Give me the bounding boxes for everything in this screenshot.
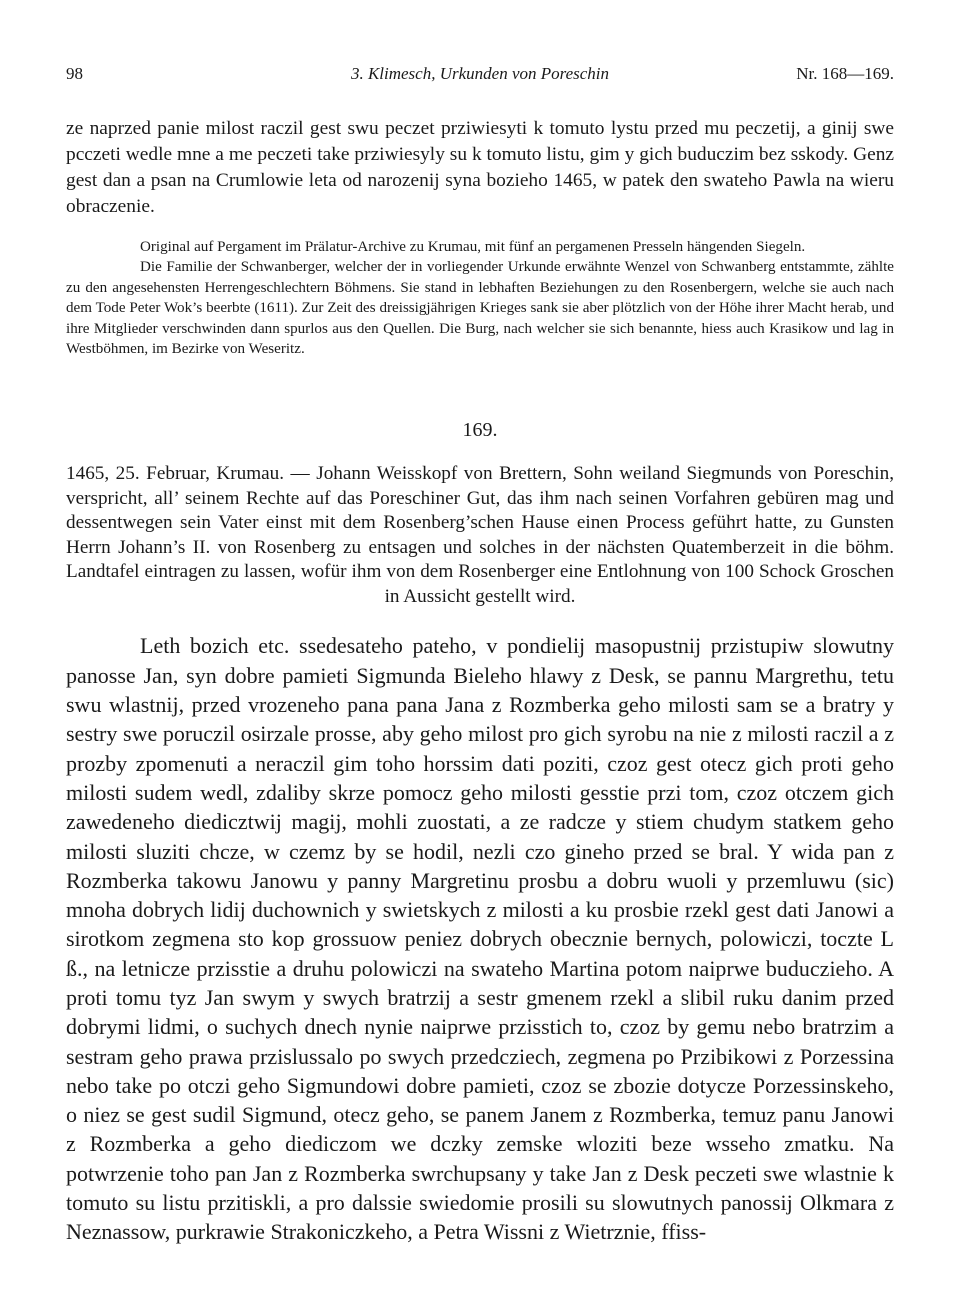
note-paragraph: Original auf Pergament im Prälatur-Archive zu Krumau, mit fünf an pergamenen Presseln hängenden Siegeln. [140,239,806,255]
body-paragraph: Leth bozich etc. ssedesateho pateho, v pondielij masopustnij przistupiw slowutny panosse Jan, syn dobre pamieti Sigmunda Bieleho hlawy z Desk, se pannu Margrethu, tetu swu wlastnij, przed vrozeneho pana pana Jana z Rozmberka geho milosti sam se a bratry y sestry swe poruczil osirzale prosse, aby geho milost pro gich syrobu na nie z milosti raczil a z prozby zpomenuti a neraczil gim toho horssim dati poziti, czoz gest otecz gich proti geho milosti sudem wedl, zdaliby skrze pomocz geho milosti gesstie przi tom, czoz otczem gich zawedeneho diedicztwij magij, mohli zuostati, a ze radcze y stiem chudym statkem geho milosti sluziti chcze, w czemz by se hodil, nezli czo gineho przed se bral. Y wida pan z Rozmberka takowu Janowu y panny Margretinu prosbu a dobru wuoli y przemluwu (sic) mnoha dobrych lidij duchownich y swietskych z milosti a ku prosbie rzekl gest dati Janowi a sirotkom zegmena sto kop grossuow peniez dobrych obecznie bernych, polowiczi, toczte L ß., na letnicze przisstie a druhu polowiczi na swateho Martina potom naiprwe buduczieho. A proti tomu tyz Jan swym y swych bratrzij a sestr gmenem rzekl a slibil ruku danim przed dobrymi lidmi, o suchych dnech nynie naiprwe przisstich to, czoz by gemu nebo bratrzim a sestram geho prawa przislussalo po swych przedcziech, zegmena po Przibikowi z Porzessina nebo take po otczi geho Sigmundowi dobre pamieti, czoz se zbozie dotycze Porzessinskeho, o niez se gest sudil Sigmund, otecz geho, se panem Janem z Rozmberka, temuz panu Janowi z Rozmberka a geho diediczom we dczky zemske wloziti beze wsseho zmatku. Na potwrzenie toho pan Jan z Rozmberka swrchupsany y take Jan z Desk peczeti swe wlastnie k tomuto su listu przitiskli, a pro dalssie swiedomie prosili su slowutnych panossij Olkmara z Neznassow, purkrawie Strakoniczkeho, a Petra Wissni z Wietrznie, ffiss- [66,633,894,1245]
previous-document-ending [66,116,894,220]
page-content [66,64,894,1247]
running-header [66,64,894,94]
continuation-paragraph: ze naprzed panie milost raczil gest swu peczet prziwiesyti k tomuto lystu przed mu peczetij, a ginij swe pcczeti wedle mne a me peczeti take prziwiesyly su k tomuto listu, gim y gich buduczim bez sskody. Genz gest dan a psan na Crumlowie leta od narozenij syna bozieho 1465, w patek den swateho Pawla na wieru obraczenie. [66,118,894,217]
document-range: Nr. 168—169. [796,64,894,83]
document-number: 169. [462,419,498,442]
note-paragraph: Die Familie der Schwanberger, welcher der in vorliegender Urkunde erwähnte Wenzel von Schwanberg entstammte, zählte zu den angesehensten Herrengeschlechtern Böhmens. Sie stand in lebhaften Beziehungen zu den Rosenbergern, welche sie auch nach dem Tode Peter Wok’s beerbte (1611). Zur Zeit des dreissigjährigen Krieges sank sie aber plötzlich von der Höhe ihrer Macht herab, und ihre Mitglieder verschwinden dann spurlos aus den Quellen. Die Burg, nach welcher sie sich benannte, hiess auch Krasikow und lag in Westböhmen, im Bezirke von Weseritz. [66,259,894,358]
document-summary: 1465, 25. Februar, Krumau. — Johann Weisskopf von Brettern, Sohn weiland Siegmunds von Poreschin, verspricht, all’ seinem Rechte auf das Poreschiner Gut, das ihm nach seinen Vorfahren gebüren mag und dessentwegen sein Vater einst mit dem Rosenberg’schen Hause einen Process geführt hatte, zu Gunsten Herrn Johann’s II. von Rosenberg zu entsagen und solches in der nächsten Quatemberzeit in die böhm. Landtafel eintragen zu lassen, wofür ihm von dem Rosenberger eine Entlohnung von 100 Schock Groschen in Aussicht gestellt wird. [66,463,894,607]
editorial-notes [66,237,894,359]
document-text [66,631,894,1246]
page-number: 98 [66,64,83,83]
running-title: 3. Klimesch, Urkunden von Poreschin [350,64,610,83]
